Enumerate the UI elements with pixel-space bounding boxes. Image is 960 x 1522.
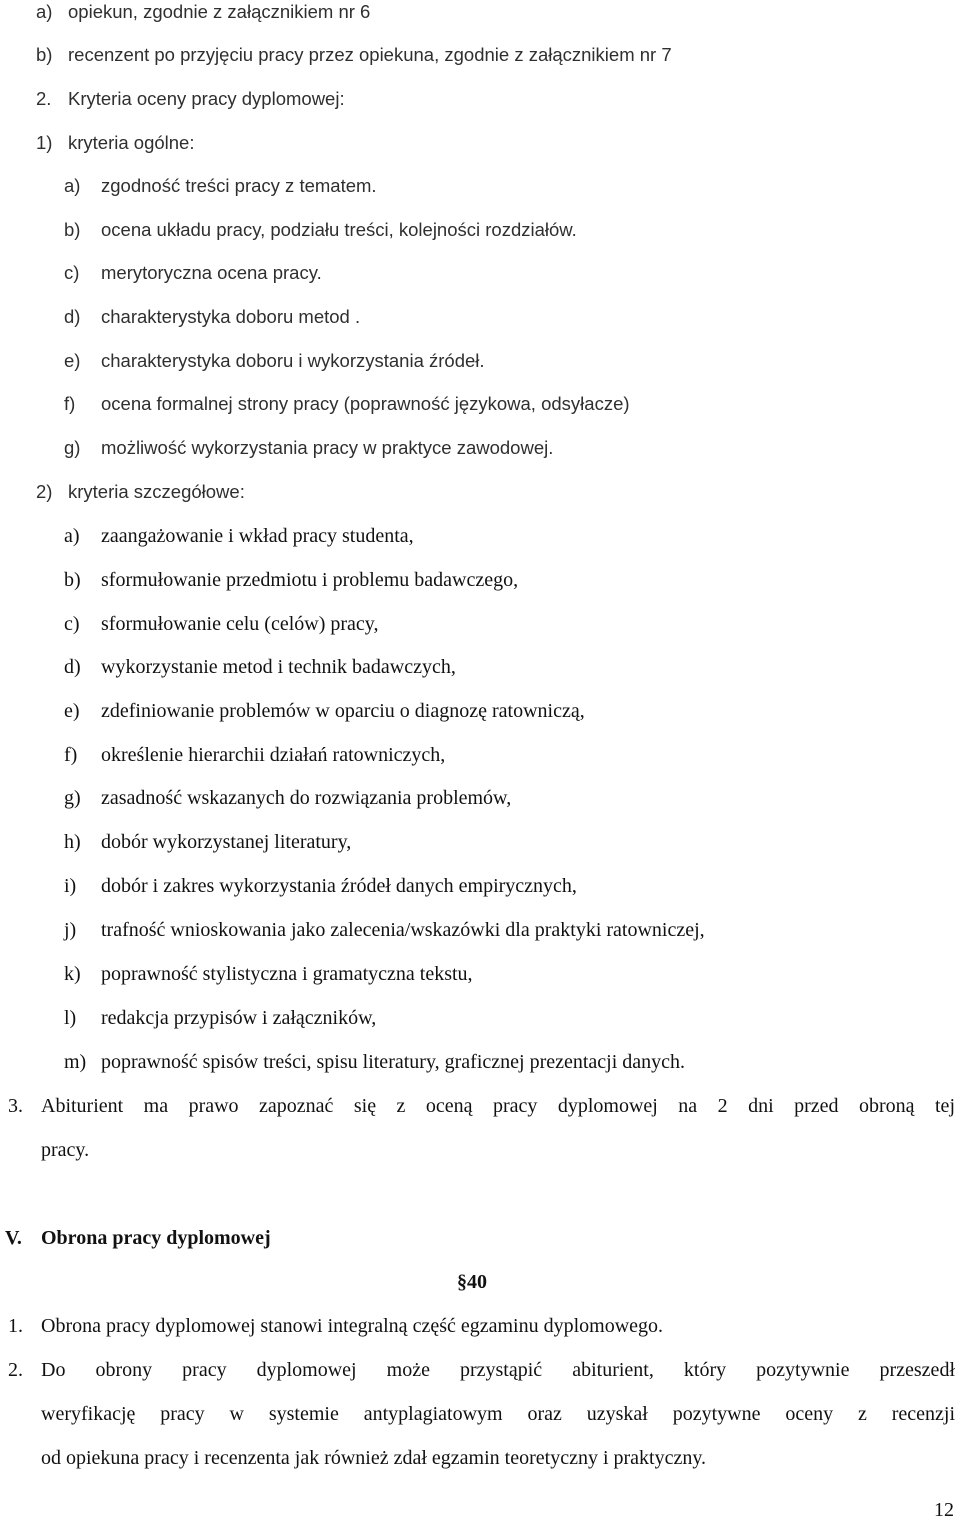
list-marker: j)	[64, 919, 77, 941]
list-item-text: kryteria ogólne:	[68, 132, 195, 153]
list-marker: f)	[64, 744, 78, 766]
section-marker: V.	[5, 1227, 22, 1249]
list-marker: e)	[64, 700, 80, 722]
list-item-text: recenzent po przyjęciu pracy przez opiekuna, zgodnie z załącznikiem nr 7	[68, 44, 672, 65]
list-marker: i)	[64, 875, 77, 897]
list-marker: a)	[64, 525, 80, 547]
list-marker: 2.	[36, 88, 52, 109]
list-item-text: ocena układu pracy, podziału treści, kolejności rozdziałów.	[101, 219, 577, 240]
list-item-text: trafność wnioskowania jako zalecenia/wskazówki dla praktyki ratowniczej,	[101, 919, 705, 941]
paragraph-line: od opiekuna pracy i recenzenta jak również zdał egzamin teoretyczny i praktyczny.	[41, 1447, 707, 1469]
paragraph-sign: §40	[457, 1271, 487, 1293]
paragraph-line: weryfikację pracy w systemie antyplagiatowym oraz uzyskał pozytywne oceny z recenzji	[41, 1403, 955, 1425]
list-marker: a)	[64, 175, 81, 196]
list-marker: m)	[64, 1051, 87, 1073]
paragraph-line: Do obrony pracy dyplomowej może przystąpić abiturient, który pozytywnie przeszedł	[41, 1359, 955, 1381]
list-item-text: wykorzystanie metod i technik badawczych,	[101, 656, 456, 678]
list-marker: 3.	[8, 1095, 23, 1117]
list-item-text: dobór i zakres wykorzystania źródeł danych empirycznych,	[101, 875, 577, 897]
list-marker: l)	[64, 1007, 77, 1029]
list-marker: d)	[64, 306, 81, 327]
list-item-text: możliwość wykorzystania pracy w praktyce zawodowej.	[101, 437, 554, 458]
list-item-text: zgodność treści pracy z tematem.	[101, 175, 377, 196]
list-marker: a)	[36, 1, 53, 22]
paragraph-line: Abiturient ma prawo zapoznać się z oceną pracy dyplomowej na 2 dni przed obroną tej	[41, 1095, 955, 1117]
list-item-text: merytoryczna ocena pracy.	[101, 262, 322, 283]
list-marker: d)	[64, 656, 81, 678]
paragraph-line: Obrona pracy dyplomowej stanowi integralną część egzaminu dyplomowego.	[41, 1315, 664, 1337]
list-item-text: dobór wykorzystanej literatury,	[101, 831, 352, 853]
list-marker: g)	[64, 787, 81, 809]
list-marker: g)	[64, 437, 81, 458]
list-marker: b)	[64, 219, 81, 240]
list-item-text: zasadność wskazanych do rozwiązania problemów,	[101, 787, 512, 809]
list-marker: f)	[64, 393, 76, 414]
list-marker: 1.	[8, 1315, 23, 1337]
list-item-text: charakterystyka doboru metod .	[101, 306, 361, 327]
section-title: Obrona pracy dyplomowej	[41, 1227, 271, 1249]
list-item-text: Kryteria oceny pracy dyplomowej:	[68, 88, 345, 109]
list-item-text: kryteria szczegółowe:	[68, 481, 245, 502]
list-item-text: zaangażowanie i wkład pracy studenta,	[101, 525, 414, 547]
list-item-text: sformułowanie przedmiotu i problemu badawczego,	[101, 569, 519, 591]
list-marker: b)	[36, 44, 53, 65]
list-marker: 1)	[36, 132, 53, 153]
list-marker: c)	[64, 262, 80, 283]
list-marker: 2)	[36, 481, 53, 502]
list-item-text: zdefiniowanie problemów w oparciu o diagnozę ratowniczą,	[101, 700, 585, 722]
list-item-text: określenie hierarchii działań ratowniczych,	[101, 744, 446, 766]
paragraph-line: pracy.	[41, 1139, 90, 1161]
list-marker: h)	[64, 831, 81, 853]
list-item-text: sformułowanie celu (celów) pracy,	[101, 613, 379, 635]
list-marker: c)	[64, 613, 80, 635]
list-item-text: opiekun, zgodnie z załącznikiem nr 6	[68, 1, 371, 22]
list-marker: e)	[64, 350, 81, 371]
list-marker: 2.	[8, 1359, 23, 1381]
list-item-text: ocena formalnej strony pracy (poprawność językowa, odsyłacze)	[101, 393, 630, 414]
page-number: 12	[934, 1499, 954, 1521]
list-marker: k)	[64, 963, 81, 985]
list-item-text: redakcja przypisów i załączników,	[101, 1007, 377, 1029]
list-item-text: poprawność stylistyczna i gramatyczna tekstu,	[101, 963, 473, 985]
list-marker: b)	[64, 569, 81, 591]
list-item-text: charakterystyka doboru i wykorzystania źródeł.	[101, 350, 485, 371]
list-item-text: poprawność spisów treści, spisu literatury, graficznej prezentacji danych.	[101, 1051, 686, 1073]
